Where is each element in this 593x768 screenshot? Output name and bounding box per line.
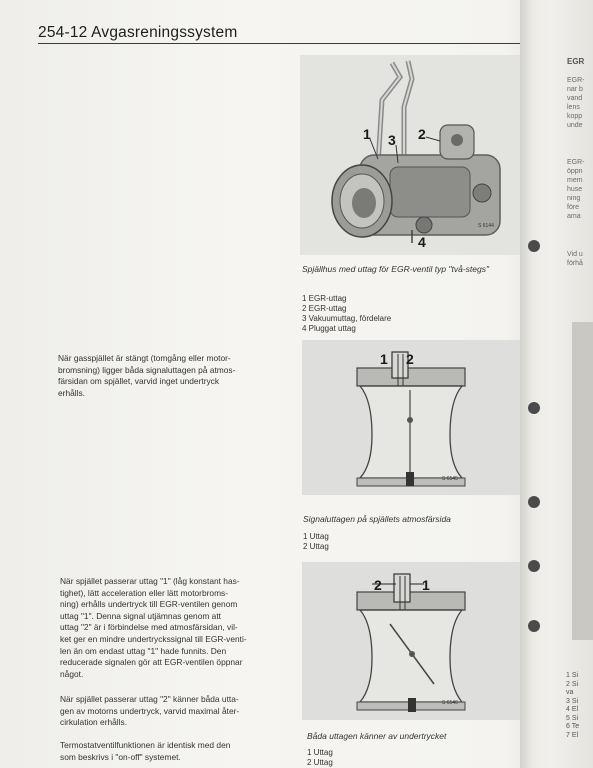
facing-page-figure [572, 322, 593, 640]
text-line: bromsning) ligger båda signaluttagen på atmos- [58, 364, 236, 375]
text-line: EGR- [567, 159, 585, 166]
text-line: Vid u [567, 251, 583, 258]
text-line: ning [567, 195, 581, 202]
facing-page-text [567, 76, 585, 130]
paragraph-port-1 [60, 576, 274, 680]
text-line: förhå [567, 260, 583, 267]
facing-page-text [567, 158, 585, 221]
facing-page-legend [566, 672, 579, 740]
paragraph-thermostat [60, 740, 274, 763]
text-line: len än om endast uttag "1" hade funnits. Den [60, 645, 227, 656]
text-line: erhålls. [58, 387, 85, 398]
legend-item: 1 Uttag [303, 532, 329, 541]
paragraph-port-2 [60, 694, 274, 729]
text-line: EGR- [567, 77, 585, 84]
figure3-caption: Båda uttagen känner av undertrycket [307, 731, 447, 741]
figure2-label-1: 1 [380, 351, 388, 367]
text-line: uttag "1". Denna signal utjämnas genom att [60, 610, 221, 621]
figure1-label-1: 1 [363, 126, 371, 142]
text-line: färsidan om spjället, varvid inget undertryck [58, 376, 220, 387]
figure3-code: S 6146 [442, 700, 458, 706]
throttle-bore-closed-illustration [302, 340, 520, 495]
facing-page-text [567, 250, 583, 268]
legend-item: 7 El [566, 731, 579, 739]
legend-item: va [566, 689, 574, 696]
figure2-caption: Signaluttagen på spjällets atmosfärsida [303, 514, 451, 524]
legend-item: 2 Uttag [307, 758, 333, 767]
text-line: Termostatventilfunktionen är identisk med den [60, 740, 231, 750]
text-line: gen av motorns undertryck, varvid maximal åter- [60, 705, 240, 716]
legend-item: 1 EGR-uttag [302, 294, 347, 303]
legend-item: 3 Vakuumuttag, fördelare [302, 314, 392, 323]
figure1-label-2: 2 [418, 126, 426, 142]
figure-throttle-housing [300, 55, 522, 255]
binding-hole [528, 240, 540, 252]
figure1-legend [302, 294, 391, 334]
binding-hole [528, 496, 540, 508]
text-line: cirkulation erhålls. [60, 717, 128, 728]
figure2-legend [303, 532, 329, 552]
text-line: nar b [567, 86, 583, 93]
text-line: mem [567, 177, 583, 184]
legend-item: 5 Si [566, 714, 579, 722]
header-rule [38, 43, 522, 44]
figure2-code: S 6145 [442, 476, 458, 482]
legend-item: 2 Uttag [303, 542, 329, 551]
text-line: uttag "2" är i förbindelse med atmosfärsidan, vil- [60, 622, 238, 633]
facing-page-heading: EGR [567, 57, 585, 66]
binding-hole [528, 620, 540, 632]
binding-hole [528, 560, 540, 572]
figure3-label-1: 1 [422, 577, 430, 593]
figure1-label-4: 4 [418, 234, 426, 250]
text-line: öppn [567, 168, 583, 175]
legend-item: 3 Si [566, 697, 579, 705]
throttle-housing-illustration [300, 55, 522, 255]
text-line: När gasspjället är stängt (tomgång eller motor- [58, 353, 231, 363]
page-header-title: 254-12 Avgasreningssystem [38, 24, 238, 41]
legend-item: 4 El [566, 706, 579, 713]
text-line: kopp [567, 113, 583, 120]
text-line: ama [567, 213, 581, 220]
legend-item: 1 Si [566, 672, 579, 679]
legend-item: 2 Si [566, 680, 579, 688]
text-line: som beskrivs i "on-off" systemet. [60, 751, 181, 762]
text-line: När spjället passerar uttag "2" känner båda utta- [60, 694, 239, 704]
legend-item: 6 Te [566, 723, 580, 730]
figure1-label-3: 3 [388, 132, 396, 148]
legend-item: 1 Uttag [307, 748, 333, 757]
binding-hole [528, 402, 540, 414]
text-line: reducerade signalen gör att EGR-ventilen öppnar [60, 657, 243, 668]
text-line: något. [60, 668, 84, 679]
throttle-bore-open-illustration [302, 562, 520, 720]
text-line: före [567, 204, 580, 211]
figure3-label-2: 2 [374, 577, 382, 593]
text-line: ning) erhålls undertryck till EGR-ventilen genom [60, 599, 238, 610]
legend-item: 4 Pluggat uttag [302, 324, 356, 333]
figure2-label-2: 2 [406, 351, 414, 367]
figure1-caption: Spjällhus med uttag för EGR-ventil typ "två-stegs" [302, 264, 489, 274]
text-line: ket ger en mindre undertryckssignal till EGR-venti- [60, 633, 247, 644]
text-line: vand [567, 95, 583, 102]
paragraph-closed-throttle [58, 353, 272, 399]
text-line: När spjället passerar uttag "1" (låg konstant has- [60, 576, 240, 586]
legend-item: 2 EGR-uttag [302, 304, 347, 313]
figure-both-ports-vacuum [302, 562, 520, 720]
text-line: huse [567, 186, 583, 193]
text-line: tighet), lätt acceleration eller lätt motorbroms- [60, 587, 229, 598]
text-line: unde [567, 122, 583, 129]
figure3-legend [307, 748, 333, 768]
text-line: lens [567, 104, 580, 111]
figure1-code: S 6144 [478, 223, 494, 229]
figure-signal-ports-atmospheric [302, 340, 520, 495]
